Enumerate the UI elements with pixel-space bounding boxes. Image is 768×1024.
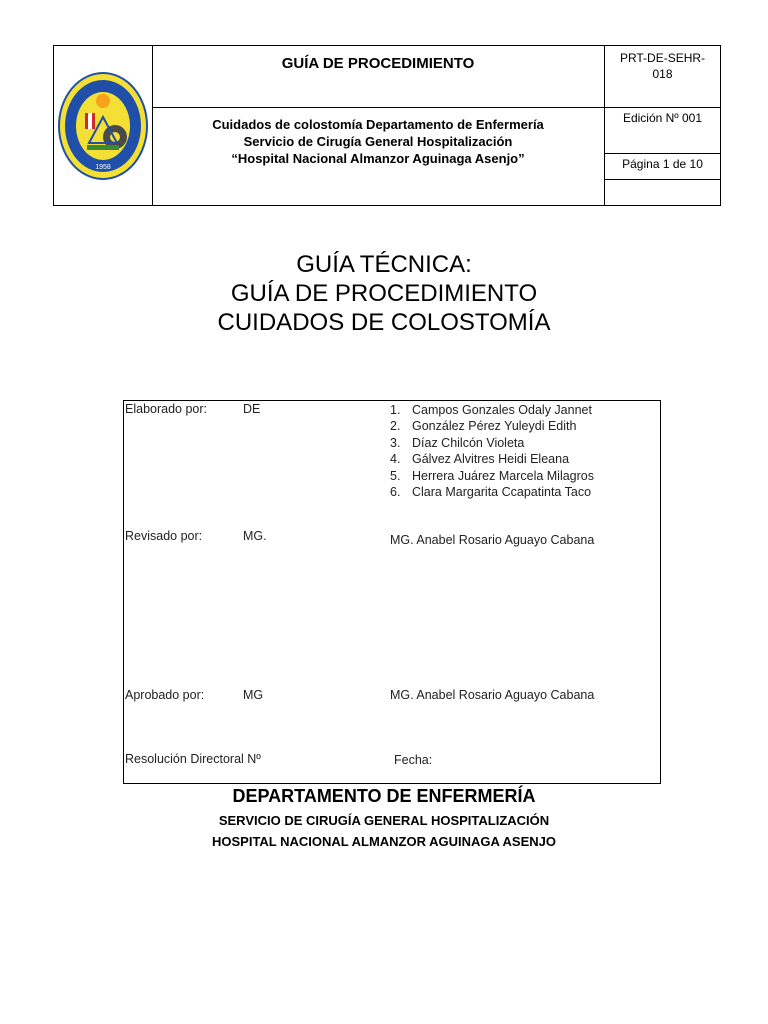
revisado-name: MG. Anabel Rosario Aguayo Cabana xyxy=(390,533,595,547)
aprobado-code: MG xyxy=(243,688,264,702)
revisado-code: MG. xyxy=(243,529,267,543)
author-item: 4. Gálvez Alvitres Heidi Eleana xyxy=(390,452,570,467)
header-table xyxy=(53,45,721,206)
university-seal-logo xyxy=(57,71,149,181)
resolucion-label: Resolución Directoral Nº xyxy=(125,752,261,766)
aprobado-label: Aprobado por: xyxy=(125,688,205,702)
footer xyxy=(0,784,768,852)
document-code-line-1: PRT-DE-SEHR- xyxy=(619,51,706,65)
main-title-line-2: GUÍA DE PROCEDIMIENTO xyxy=(230,280,538,307)
author-item: 2. González Pérez Yuleydi Edith xyxy=(390,419,577,434)
document-description xyxy=(152,108,605,205)
main-title xyxy=(0,250,768,337)
approval-box xyxy=(123,400,661,784)
document-code xyxy=(605,46,720,108)
logo-year: 1958 xyxy=(95,163,111,171)
authors-list xyxy=(390,402,594,500)
author-item: 3. Díaz Chilcón Violeta xyxy=(390,435,525,450)
author-item: 6. Clara Margarita Ccapatinta Taco xyxy=(390,485,592,500)
fecha-label: Fecha: xyxy=(394,753,433,767)
description-line-3: “Hospital Nacional Almanzor Aguinaga Asenjo” xyxy=(231,151,525,166)
footer-service: SERVICIO DE CIRUGÍA GENERAL HOSPITALIZACIÓN xyxy=(218,813,550,828)
footer-department: DEPARTAMENTO DE ENFERMERÍA xyxy=(232,786,536,806)
main-title-line-3: CUIDADOS DE COLOSTOMÍA xyxy=(217,309,551,336)
footer-hospital: HOSPITAL NACIONAL ALMANZOR AGUINAGA ASENJO xyxy=(211,834,557,849)
elaborado-label: Elaborado por: xyxy=(125,402,208,416)
logo-cell xyxy=(54,46,153,205)
description-line-2: Servicio de Cirugía General Hospitalización xyxy=(243,134,513,149)
description-line-1: Cuidados de colostomía Departamento de Enfermería xyxy=(212,117,544,132)
main-title-line-1: GUÍA TÉCNICA: xyxy=(296,251,472,278)
revisado-label: Revisado por: xyxy=(125,529,203,543)
author-item: 1. Campos Gonzales Odaly Jannet xyxy=(390,403,592,417)
aprobado-name: MG. Anabel Rosario Aguayo Cabana xyxy=(390,688,595,702)
author-item: 5. Herrera Juárez Marcela Milagros xyxy=(390,468,595,483)
document-code-line-2: 018 xyxy=(652,67,673,81)
edition-number: Edición Nº 001 xyxy=(605,108,720,154)
elaborado-code: DE xyxy=(243,402,261,416)
document-type-title: GUÍA DE PROCEDIMIENTO xyxy=(152,46,605,108)
page-number: Página 1 de 10 xyxy=(605,154,720,180)
